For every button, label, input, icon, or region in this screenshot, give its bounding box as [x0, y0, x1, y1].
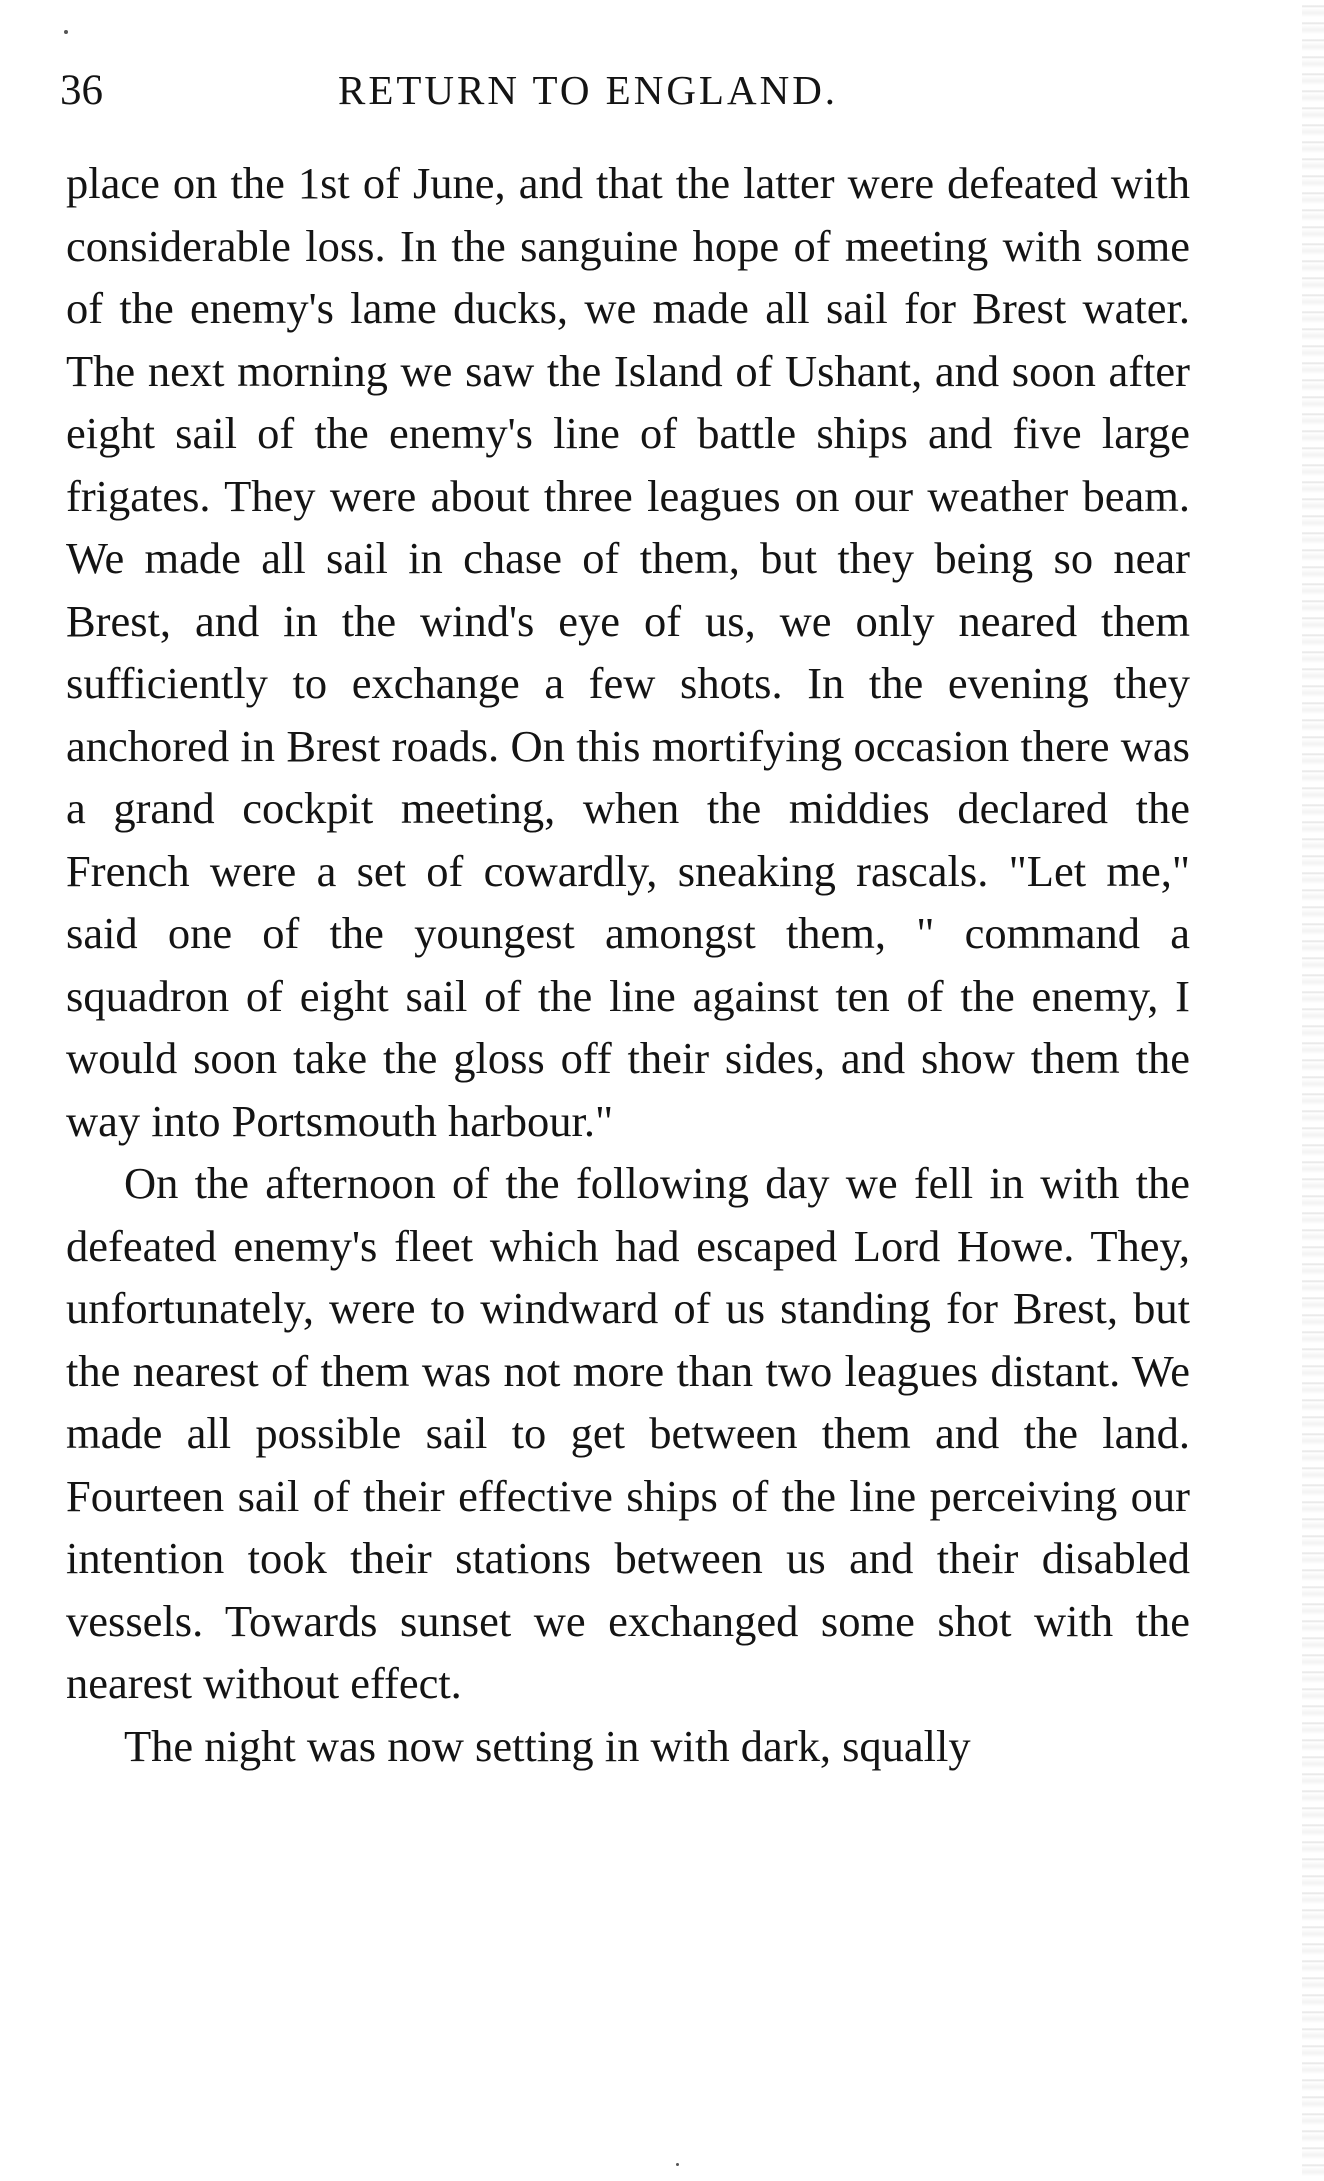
- running-head: RETURN TO ENGLAND.: [338, 67, 839, 113]
- page-header: [50, 60, 1200, 120]
- page-edge-shadow: [1302, 0, 1324, 2181]
- body-text: [66, 152, 1190, 1777]
- paper-speck: [676, 2163, 679, 2166]
- paragraph: On the afternoon of the following day we fell in with the defeated enemy's fleet which had escaped Lord Howe. They, unfortunately, were to windward of us standing for Brest, but the nearest of them was not more than two leagues distant. We made all possible sail to get between them and the land. Fourteen sail of their effective ships of the line perceiving our intention took their stations between us and their disabled vessels. Towards sunset we exchanged some shot with the nearest without effect.: [66, 1158, 1190, 1708]
- paragraph: place on the 1st of June, and that the latter were defeated with considerable loss. In the sanguine hope of meeting with some of the enemy's lame ducks, we made all sail for Brest water. The next morning we saw the Island of Ushant, and soon after eight sail of the enemy's line of battle ships and five large frigates. They were about three leagues on our weather beam. We made all sail in chase of them, but they being so near Brest, and in the wind's eye of us, we only neared them sufficiently to exchange a few shots. In the evening they anchored in Brest roads. On this mortifying occasion there was a grand cockpit meeting, when the middies declared the French were a set of cowardly, sneaking rascals. "Let me," said one of the youngest amongst them, " command a squadron of eight sail of the line against ten of the enemy, I would soon take the gloss off their sides, and show them the way into Portsmouth harbour.": [66, 158, 1190, 1146]
- paragraph: The night was now setting in with dark, squally: [124, 1720, 971, 1771]
- paper-speck: [64, 30, 68, 34]
- page-number: 36: [60, 67, 103, 114]
